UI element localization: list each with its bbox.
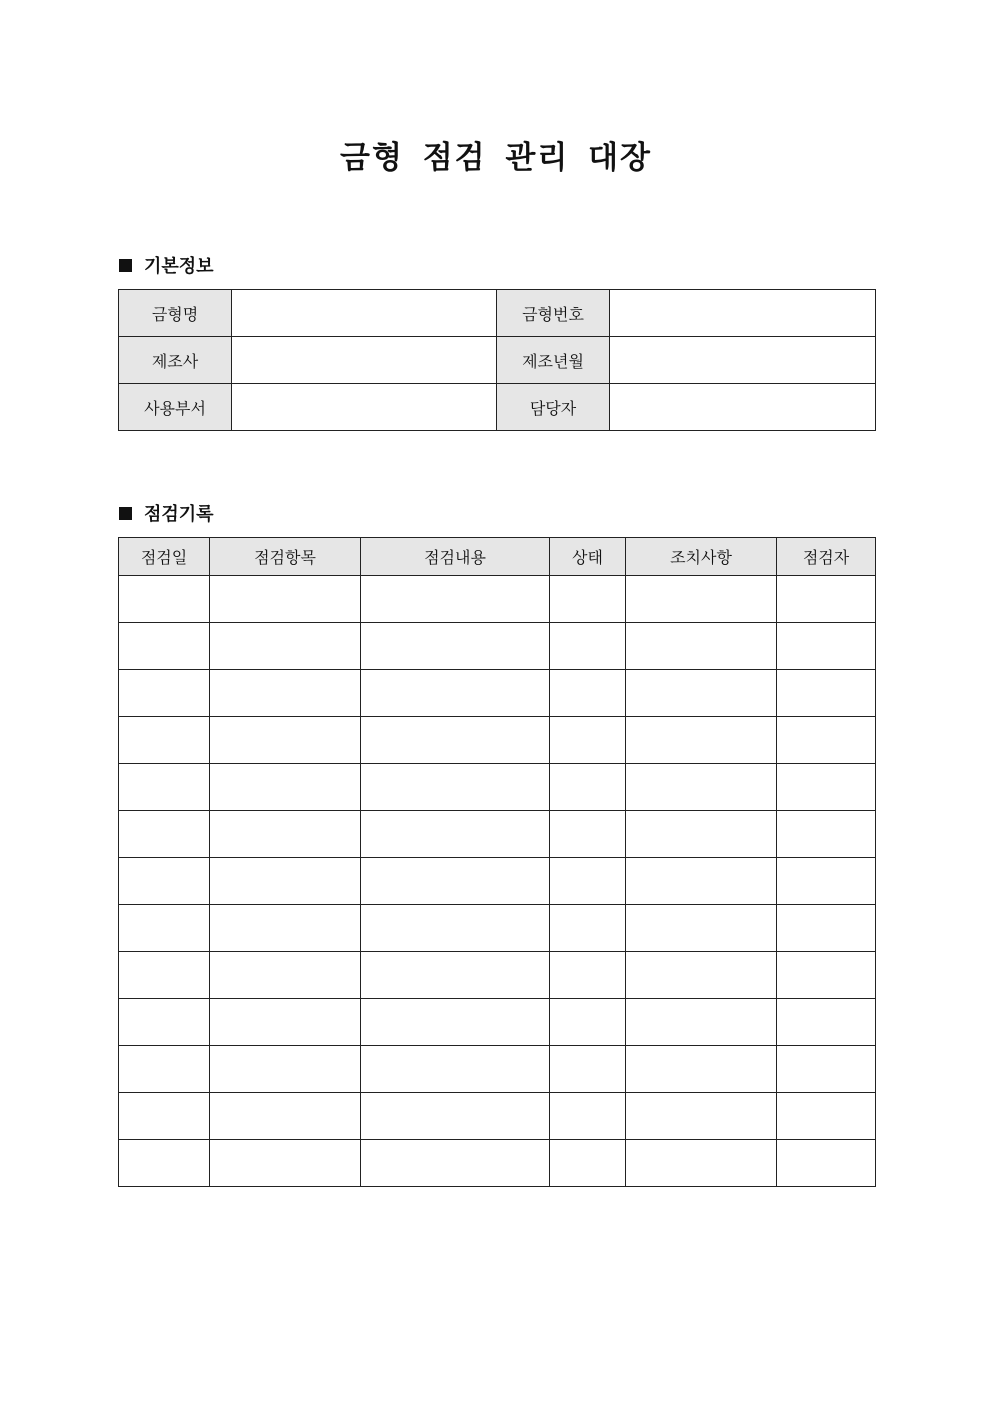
inspection-date-cell[interactable]	[119, 1046, 210, 1093]
inspection-content-cell[interactable]	[361, 623, 550, 670]
table-row	[119, 811, 876, 858]
action-taken-cell[interactable]	[626, 999, 777, 1046]
action-taken-cell[interactable]	[626, 858, 777, 905]
action-taken-cell[interactable]	[626, 952, 777, 999]
square-bullet-icon	[119, 259, 132, 272]
inspection-records-heading-text: 점검기록	[144, 504, 214, 525]
column-header-action-taken: 조치사항	[626, 538, 777, 576]
action-taken-cell[interactable]	[626, 811, 777, 858]
action-taken-cell[interactable]	[626, 1140, 777, 1187]
action-taken-cell[interactable]	[626, 764, 777, 811]
inspection-content-cell[interactable]	[361, 764, 550, 811]
inspection-item-cell[interactable]	[210, 858, 361, 905]
document-title: 금형 점검 관리 대장	[340, 140, 652, 176]
inspection-date-cell[interactable]	[119, 999, 210, 1046]
inspector-cell[interactable]	[777, 1140, 876, 1187]
table-row	[119, 905, 876, 952]
status-cell[interactable]	[550, 952, 626, 999]
action-taken-cell[interactable]	[626, 717, 777, 764]
inspection-content-cell[interactable]	[361, 811, 550, 858]
inspection-item-cell[interactable]	[210, 764, 361, 811]
inspection-item-cell[interactable]	[210, 999, 361, 1046]
inspection-item-cell[interactable]	[210, 1140, 361, 1187]
department-label: 사용부서	[119, 384, 232, 431]
inspection-content-cell[interactable]	[361, 576, 550, 623]
inspection-date-cell[interactable]	[119, 717, 210, 764]
inspection-date-cell[interactable]	[119, 576, 210, 623]
inspection-records-heading	[119, 500, 214, 526]
inspection-date-cell[interactable]	[119, 811, 210, 858]
basic-info-table	[118, 289, 876, 431]
inspector-cell[interactable]	[777, 811, 876, 858]
manufacture-date-label: 제조년월	[497, 337, 610, 384]
table-row	[119, 764, 876, 811]
status-cell[interactable]	[550, 1046, 626, 1093]
inspection-content-cell[interactable]	[361, 1046, 550, 1093]
inspection-content-cell[interactable]	[361, 858, 550, 905]
manufacturer-label: 제조사	[119, 337, 232, 384]
inspector-cell[interactable]	[777, 1046, 876, 1093]
status-cell[interactable]	[550, 717, 626, 764]
manufacturer-field[interactable]	[232, 337, 497, 384]
table-row	[119, 670, 876, 717]
inspection-date-cell[interactable]	[119, 1140, 210, 1187]
inspection-content-cell[interactable]	[361, 1140, 550, 1187]
inspection-date-cell[interactable]	[119, 764, 210, 811]
inspection-item-cell[interactable]	[210, 811, 361, 858]
column-header-inspector: 점검자	[777, 538, 876, 576]
inspection-item-cell[interactable]	[210, 717, 361, 764]
mold-name-field[interactable]	[232, 290, 497, 337]
table-row	[119, 576, 876, 623]
status-cell[interactable]	[550, 764, 626, 811]
column-header-inspection-content: 점검내용	[361, 538, 550, 576]
manufacture-date-field[interactable]	[610, 337, 876, 384]
action-taken-cell[interactable]	[626, 905, 777, 952]
table-header-row	[119, 538, 876, 576]
table-row	[119, 952, 876, 999]
action-taken-cell[interactable]	[626, 576, 777, 623]
table-row	[119, 717, 876, 764]
inspection-item-cell[interactable]	[210, 905, 361, 952]
inspection-item-cell[interactable]	[210, 623, 361, 670]
inspector-cell[interactable]	[777, 623, 876, 670]
status-cell[interactable]	[550, 623, 626, 670]
inspection-date-cell[interactable]	[119, 623, 210, 670]
status-cell[interactable]	[550, 1140, 626, 1187]
status-cell[interactable]	[550, 905, 626, 952]
inspection-item-cell[interactable]	[210, 1093, 361, 1140]
table-row	[119, 1046, 876, 1093]
inspection-records-table	[118, 537, 876, 1187]
records-body	[119, 576, 876, 1187]
inspection-date-cell[interactable]	[119, 905, 210, 952]
basic-info-row	[119, 337, 876, 384]
table-row	[119, 1093, 876, 1140]
action-taken-cell[interactable]	[626, 670, 777, 717]
column-header-inspection-item: 점검항목	[210, 538, 361, 576]
inspector-cell[interactable]	[777, 999, 876, 1046]
square-bullet-icon	[119, 507, 132, 520]
inspection-content-cell[interactable]	[361, 717, 550, 764]
status-cell[interactable]	[550, 999, 626, 1046]
status-cell[interactable]	[550, 576, 626, 623]
department-field[interactable]	[232, 384, 497, 431]
inspection-content-cell[interactable]	[361, 1093, 550, 1140]
inspection-date-cell[interactable]	[119, 858, 210, 905]
basic-info-row	[119, 290, 876, 337]
inspector-cell[interactable]	[777, 952, 876, 999]
column-header-status: 상태	[550, 538, 626, 576]
inspection-date-cell[interactable]	[119, 670, 210, 717]
inspection-content-cell[interactable]	[361, 999, 550, 1046]
inspector-cell[interactable]	[777, 717, 876, 764]
inspector-cell[interactable]	[777, 858, 876, 905]
mold-name-label: 금형명	[119, 290, 232, 337]
inspection-content-cell[interactable]	[361, 905, 550, 952]
inspector-cell[interactable]	[777, 576, 876, 623]
inspection-date-cell[interactable]	[119, 952, 210, 999]
column-header-inspection-date: 점검일	[119, 538, 210, 576]
status-cell[interactable]	[550, 811, 626, 858]
status-cell[interactable]	[550, 670, 626, 717]
basic-info-heading-text: 기본정보	[144, 256, 214, 277]
inspection-item-cell[interactable]	[210, 670, 361, 717]
action-taken-cell[interactable]	[626, 623, 777, 670]
inspection-date-cell[interactable]	[119, 1093, 210, 1140]
status-cell[interactable]	[550, 1093, 626, 1140]
table-row	[119, 999, 876, 1046]
inspection-content-cell[interactable]	[361, 670, 550, 717]
status-cell[interactable]	[550, 858, 626, 905]
inspector-cell[interactable]	[777, 670, 876, 717]
inspection-item-cell[interactable]	[210, 576, 361, 623]
inspector-cell[interactable]	[777, 905, 876, 952]
basic-info-row	[119, 384, 876, 431]
mold-number-field[interactable]	[610, 290, 876, 337]
inspection-item-cell[interactable]	[210, 952, 361, 999]
table-row	[119, 623, 876, 670]
action-taken-cell[interactable]	[626, 1046, 777, 1093]
manager-label: 담당자	[497, 384, 610, 431]
inspector-cell[interactable]	[777, 764, 876, 811]
inspection-content-cell[interactable]	[361, 952, 550, 999]
table-row	[119, 858, 876, 905]
basic-info-heading	[119, 252, 214, 278]
manager-field[interactable]	[610, 384, 876, 431]
inspector-cell[interactable]	[777, 1093, 876, 1140]
table-row	[119, 1140, 876, 1187]
action-taken-cell[interactable]	[626, 1093, 777, 1140]
mold-number-label: 금형번호	[497, 290, 610, 337]
inspection-item-cell[interactable]	[210, 1046, 361, 1093]
